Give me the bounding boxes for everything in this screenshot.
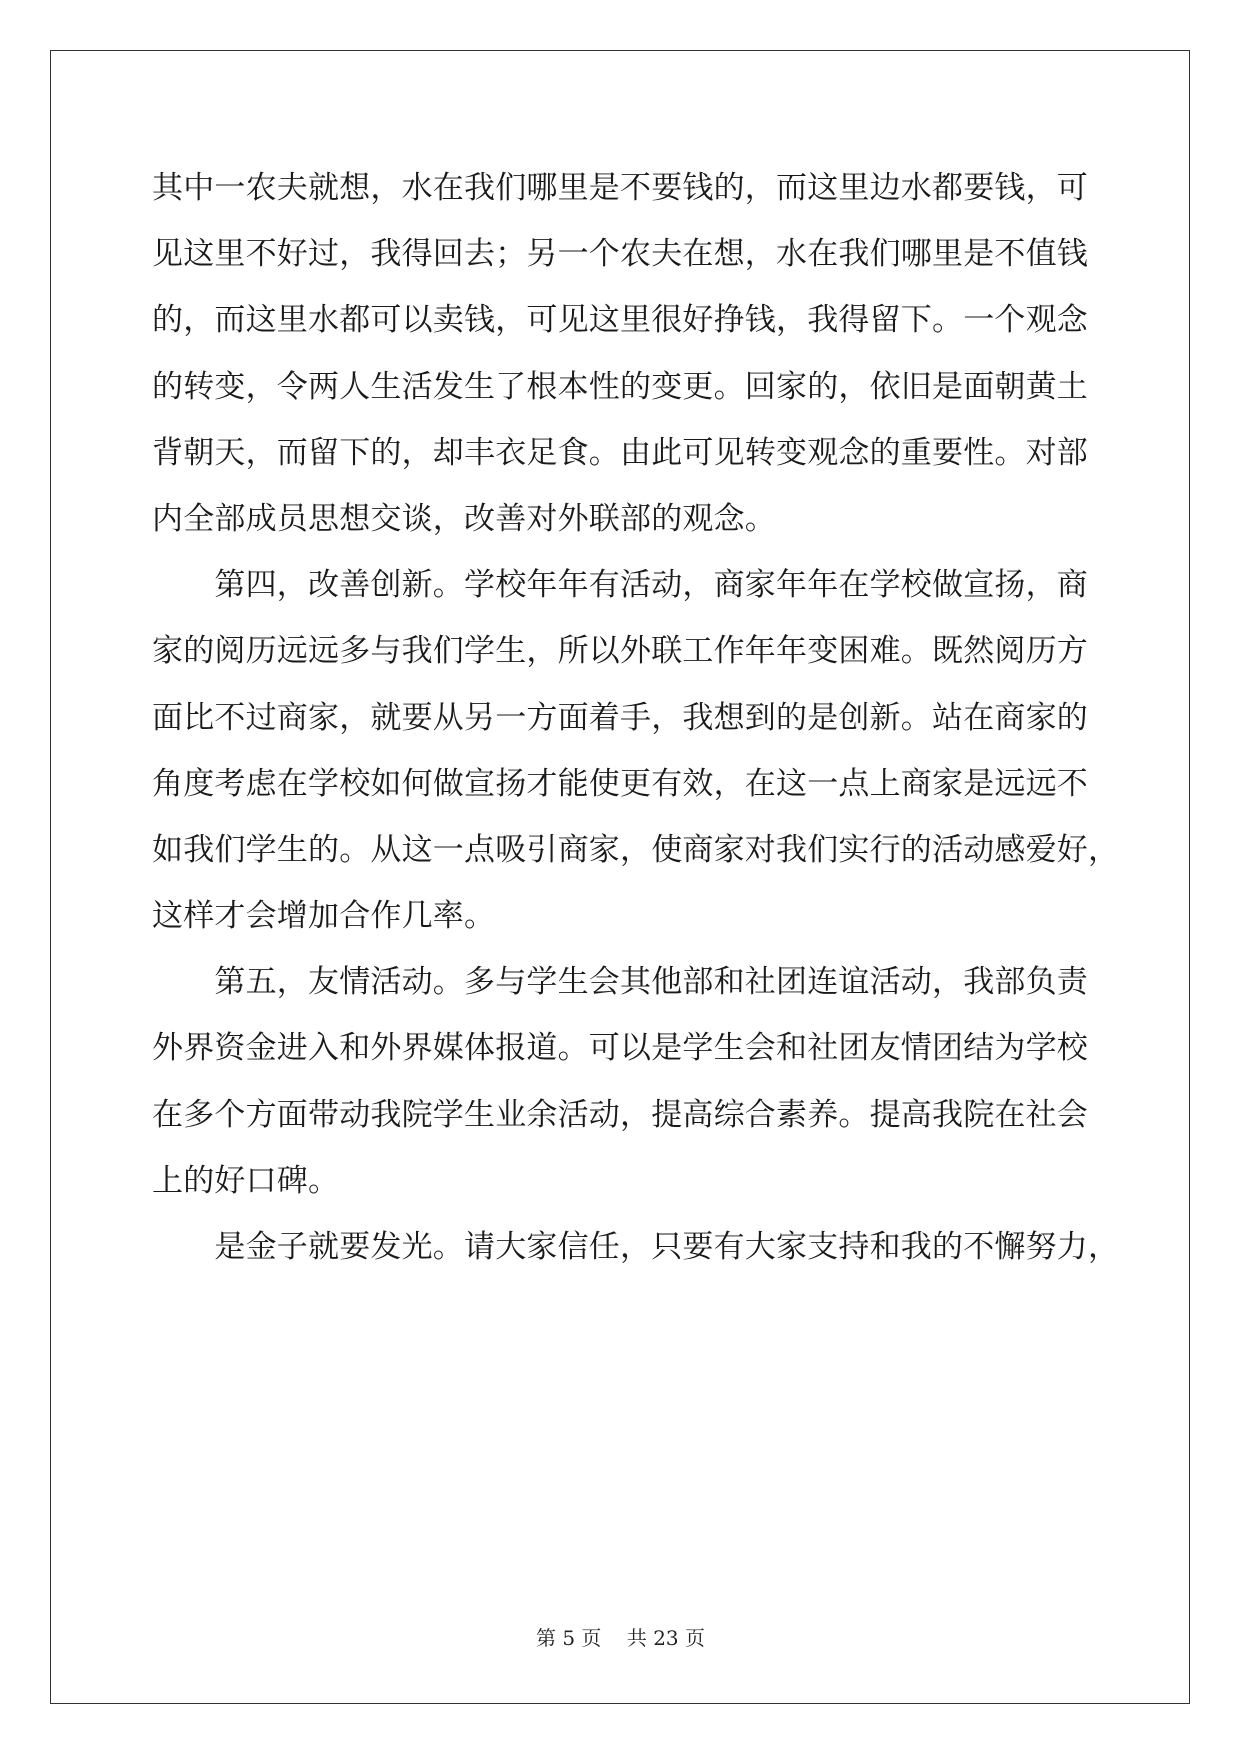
text-line: 第四，改善创新。学校年年有活动，商家年年在学校做宣扬，商 [152,567,1088,604]
text-line: 内全部成员思想交谈，改善对外联部的观念。 [152,500,776,537]
text-line: 面比不过商家，就要从另一方面着手，我想到的是创新。站在商家的 [152,699,1088,736]
text-line: 上的好口碑。 [152,1162,340,1199]
text-line: 的转变，令两人生活发生了根本性的变更。回家的，依旧是面朝黄土 [152,368,1088,405]
text-line: 其中一农夫就想，水在我们哪里是不要钱的，而这里边水都要钱，可 [152,170,1088,206]
text-line: 背朝天，而留下的，却丰衣足食。由此可见转变观念的重要性。对部 [152,434,1088,471]
page-number: 第 5 页 共 23 页 [535,1626,706,1650]
text-line: 这样才会增加合作几率。 [152,898,496,935]
text-line: 第五，友情活动。多与学生会其他部和社团连谊活动，我部负责 [152,964,1088,1001]
text-line: 在多个方面带动我院学生业余活动，提高综合素养。提高我院在社会 [152,1096,1088,1133]
document-body [152,155,1120,1280]
text-line: 家的阅历远远多与我们学生，所以外联工作年年变困难。既然阅历方 [152,633,1088,670]
text-line: 外界资金进入和外界媒体报道。可以是学生会和社团友情团结为学校 [152,1030,1088,1067]
page-footer [0,1622,1241,1651]
text-line: 是金子就要发光。请大家信任，只要有大家支持和我的不懈努力， [152,1229,1120,1265]
text-line: 见这里不好过，我得回去；另一个农夫在想，水在我们哪里是不值钱 [152,236,1088,273]
text-line: 角度考虑在学校如何做宣扬才能使更有效，在这一点上商家是远远不 [152,765,1088,802]
text-line: 如我们学生的。从这一点吸引商家，使商家对我们实行的活动感爱好， [152,831,1120,868]
text-line: 的，而这里水都可以卖钱，可见这里很好挣钱，我得留下。一个观念 [152,302,1088,339]
